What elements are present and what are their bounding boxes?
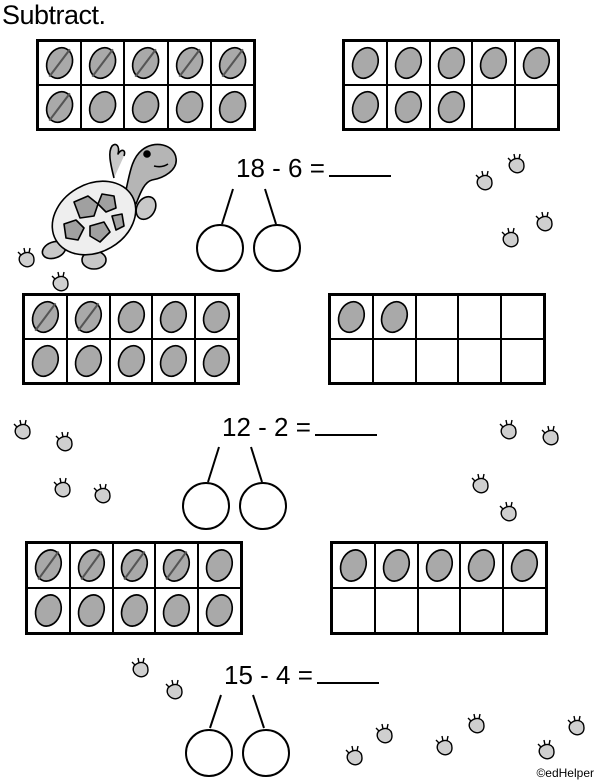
bond-part-circle — [183, 483, 229, 529]
counter — [125, 86, 166, 128]
ten-frame-cell — [332, 588, 375, 633]
counter — [419, 544, 460, 587]
ten-frame-cell — [430, 85, 473, 129]
number-bond — [178, 690, 298, 782]
bond-part-circle — [254, 225, 300, 271]
counter — [25, 340, 66, 382]
answer-blank[interactable] — [315, 414, 377, 436]
ten-frame-cell — [155, 543, 198, 588]
counter — [153, 340, 194, 382]
ten-frame-cell — [195, 339, 238, 383]
ten-frame-cell — [503, 543, 546, 588]
ten-frame-cell — [27, 543, 70, 588]
crossed-counter — [156, 544, 197, 587]
counter — [461, 544, 502, 587]
bond-part-circle — [186, 730, 232, 776]
subtraction-equation — [224, 660, 379, 691]
crossed-counter — [169, 42, 210, 84]
counter — [431, 42, 472, 84]
ten-frame-cell — [501, 295, 544, 339]
counter — [374, 296, 415, 338]
turtle-footprint-icon — [8, 414, 38, 444]
counter — [388, 86, 429, 128]
counter — [196, 296, 237, 338]
ten-frame-cell — [38, 41, 81, 85]
bond-part-circle — [197, 225, 243, 271]
ten-frame — [342, 39, 560, 131]
ten-frame-cell — [501, 339, 544, 383]
counter — [345, 42, 386, 84]
counter — [388, 42, 429, 84]
crossed-counter — [39, 86, 80, 128]
counter — [199, 544, 240, 587]
turtle-footprint-icon — [530, 206, 560, 236]
turtle-footprint-icon — [126, 652, 156, 682]
ten-frame-cell — [515, 41, 558, 85]
crossed-counter — [71, 544, 112, 587]
turtle-footprint-icon — [466, 468, 496, 498]
ten-frame-cell — [515, 85, 558, 129]
ten-frame-cell — [27, 588, 70, 633]
ten-frame-cell — [375, 543, 418, 588]
crossed-counter — [82, 42, 123, 84]
counter — [199, 589, 240, 632]
counter — [111, 296, 152, 338]
subtraction-equation — [222, 412, 377, 443]
turtle-footprint-icon — [496, 222, 526, 252]
turtle-footprint-icon — [536, 420, 566, 450]
ten-frame-cell — [168, 41, 211, 85]
ten-frame-cell — [152, 295, 195, 339]
ten-frame-cell — [330, 295, 373, 339]
turtle-footprint-icon — [462, 708, 492, 738]
ten-frame-cell — [458, 339, 501, 383]
turtle-footprint-icon — [494, 414, 524, 444]
counter — [156, 589, 197, 632]
turtle-footprint-icon — [88, 478, 118, 508]
counter — [68, 340, 109, 382]
ten-frame-cell — [503, 588, 546, 633]
ten-frame-cell — [416, 339, 459, 383]
number-bond — [190, 184, 310, 276]
equation-text: 12 - 2 = — [222, 412, 311, 442]
counter — [331, 296, 372, 338]
ten-frame-cell — [373, 339, 416, 383]
counter — [82, 86, 123, 128]
ten-frame-cell — [110, 295, 153, 339]
counter — [196, 340, 237, 382]
turtle-footprint-icon — [494, 496, 524, 526]
counter — [333, 544, 374, 587]
crossed-counter — [39, 42, 80, 84]
counter — [504, 544, 545, 587]
ten-frame-cell — [330, 339, 373, 383]
ten-frame-cell — [387, 41, 430, 85]
turtle-footprint-icon — [532, 734, 562, 764]
ten-frame-cell — [124, 41, 167, 85]
turtle-footprint-icon — [562, 710, 592, 740]
equation-text: 15 - 4 = — [224, 660, 313, 690]
bond-part-circle — [240, 483, 286, 529]
turtle-footprint-icon — [46, 266, 76, 296]
turtle-footprint-icon — [340, 740, 370, 770]
turtle-footprint-icon — [502, 148, 532, 178]
ten-frame-cell — [81, 85, 124, 129]
ten-frame-cell — [24, 339, 67, 383]
ten-frame-cell — [155, 588, 198, 633]
ten-frame-cell — [113, 588, 156, 633]
ten-frame-cell — [198, 543, 241, 588]
turtle-footprint-icon — [470, 165, 500, 195]
counter — [345, 86, 386, 128]
counter — [153, 296, 194, 338]
ten-frame-cell — [472, 85, 515, 129]
ten-frame-cell — [38, 85, 81, 129]
ten-frame — [25, 541, 243, 635]
ten-frame-cell — [198, 588, 241, 633]
crossed-counter — [212, 42, 253, 84]
counter — [431, 86, 472, 128]
ten-frame-cell — [332, 543, 375, 588]
ten-frame — [328, 293, 546, 385]
ten-frame-cell — [110, 339, 153, 383]
crossed-counter — [25, 296, 66, 338]
ten-frame-cell — [70, 543, 113, 588]
ten-frame-cell — [418, 588, 461, 633]
page-title: Subtract. — [2, 0, 106, 30]
ten-frame-cell — [373, 295, 416, 339]
answer-blank[interactable] — [329, 155, 391, 177]
ten-frame-cell — [458, 295, 501, 339]
counter — [212, 86, 253, 128]
ten-frame-cell — [344, 41, 387, 85]
counter — [111, 340, 152, 382]
ten-frame-cell — [387, 85, 430, 129]
copyright-text: ©edHelper — [536, 766, 594, 780]
ten-frame-cell — [113, 543, 156, 588]
ten-frame-cell — [70, 588, 113, 633]
crossed-counter — [28, 544, 69, 587]
counter — [516, 42, 557, 84]
answer-blank[interactable] — [317, 662, 379, 684]
ten-frame-cell — [168, 85, 211, 129]
turtle-footprint-icon — [50, 426, 80, 456]
counter — [169, 86, 210, 128]
ten-frame-cell — [418, 543, 461, 588]
ten-frame-cell — [472, 41, 515, 85]
ten-frame-cell — [67, 339, 110, 383]
ten-frame-cell — [211, 41, 254, 85]
crossed-counter — [125, 42, 166, 84]
ten-frame-cell — [67, 295, 110, 339]
counter — [71, 589, 112, 632]
ten-frame-cell — [430, 41, 473, 85]
ten-frame-cell — [460, 543, 503, 588]
ten-frame-cell — [416, 295, 459, 339]
crossed-counter — [68, 296, 109, 338]
counter — [376, 544, 417, 587]
equation-text: 18 - 6 = — [236, 153, 325, 183]
counter — [28, 589, 69, 632]
counter — [114, 589, 155, 632]
ten-frame-cell — [152, 339, 195, 383]
turtle-footprint-icon — [160, 674, 190, 704]
number-bond — [176, 442, 296, 534]
ten-frame — [36, 39, 256, 131]
ten-frame — [22, 293, 240, 385]
bond-part-circle — [243, 730, 289, 776]
ten-frame-cell — [24, 295, 67, 339]
turtle-footprint-icon — [370, 718, 400, 748]
ten-frame-cell — [375, 588, 418, 633]
ten-frame-cell — [81, 41, 124, 85]
ten-frame — [330, 541, 548, 635]
subtraction-equation — [236, 153, 391, 184]
ten-frame-cell — [344, 85, 387, 129]
ten-frame-cell — [211, 85, 254, 129]
ten-frame-cell — [460, 588, 503, 633]
turtle-footprint-icon — [12, 242, 42, 272]
turtle-footprint-icon — [48, 472, 78, 502]
counter — [473, 42, 514, 84]
ten-frame-cell — [195, 295, 238, 339]
ten-frame-cell — [124, 85, 167, 129]
crossed-counter — [114, 544, 155, 587]
turtle-footprint-icon — [430, 730, 460, 760]
